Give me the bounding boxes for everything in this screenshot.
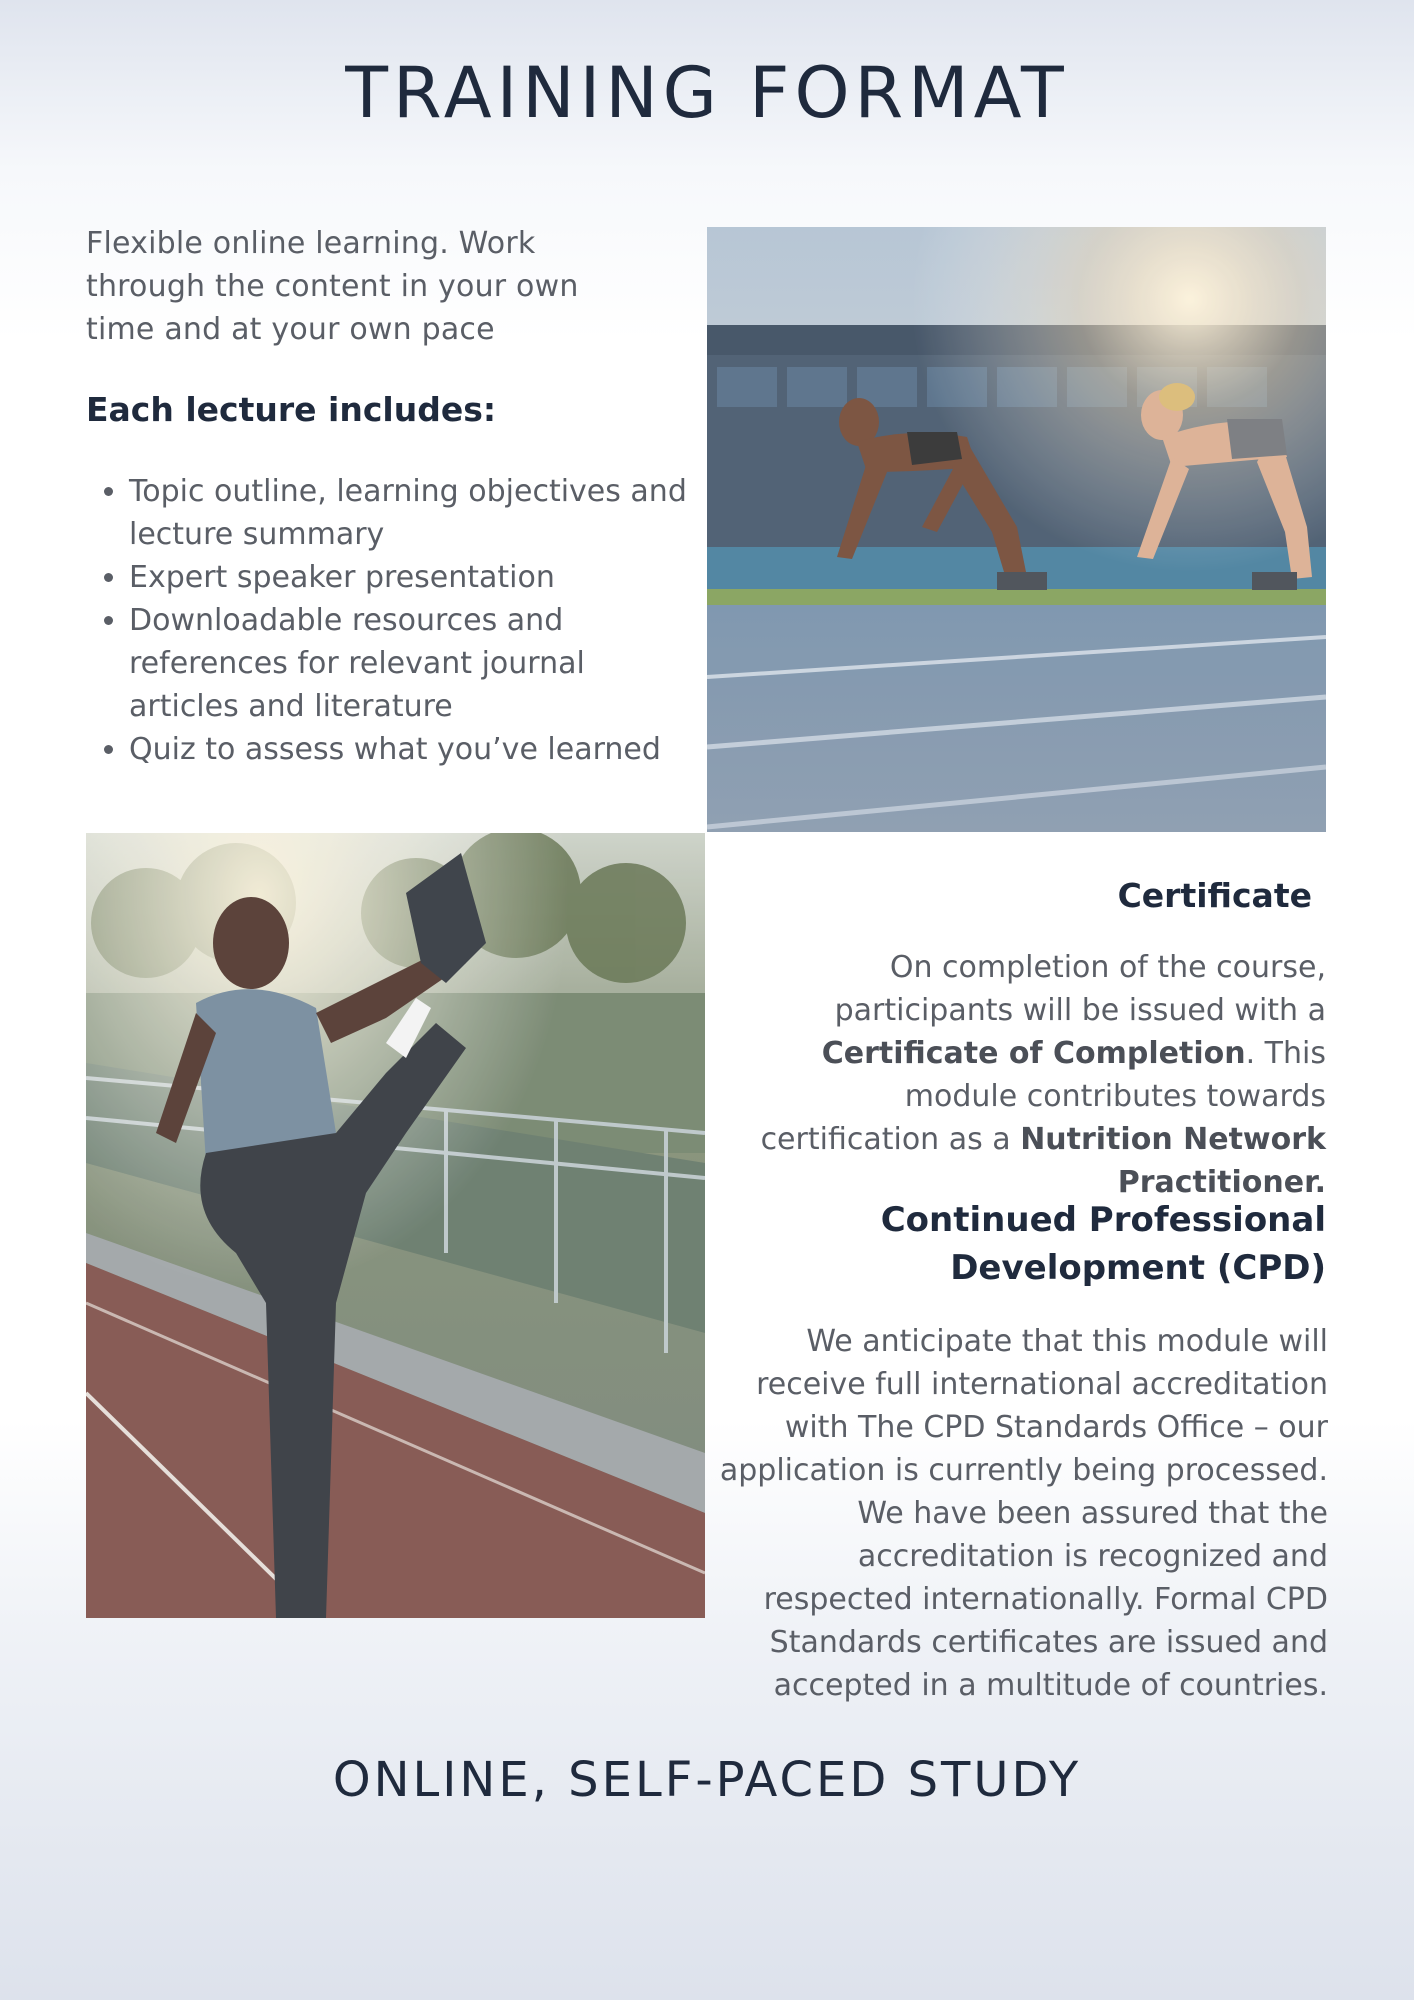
cpd-heading: Continued Professional Development (CPD) [880,1200,1326,1288]
list-item: • Downloadable resources and references for relevant journal articles and literature [129,599,689,728]
cpd-text: We anticipate that this module will receive full international accreditation with The CPD Standards Office – our application is currently being processed. We have been assured that the accreditation is recognized and respected internationally. Formal CPD Standards certificates are issued and accepted in a multitude of countries. [719,1324,1328,1703]
sprinters-illustration [707,227,1326,832]
page-title: TRAINING FORMAT [345,52,1069,134]
stretching-illustration [86,833,705,1618]
certificate-text [726,946,1326,1204]
intro-text: Flexible online learning. Work through the content in your own time and at your own pace [86,226,579,347]
practitioner-label: Nutrition Network Practitioner. [1020,1122,1326,1200]
certificate-of-completion-label: Certificate of Completion [821,1036,1246,1071]
list-item: • Topic outline, learning objectives and lecture summary [129,470,689,556]
stretching-athlete-photo [86,833,705,1618]
certificate-text-part: On completion of the course, participants will be issued with a [834,950,1326,1028]
certificate-text-part: . This module contributes towards certification as a [760,1036,1326,1157]
list-item: • Quiz to assess what you’ve learned [129,728,689,771]
certificate-heading: Certificate [1117,876,1312,915]
lecture-heading: Each lecture includes: [86,390,497,429]
footer-title: ONLINE, SELF-PACED STUDY [332,1752,1082,1808]
lecture-list [86,470,689,771]
sprinters-photo [707,227,1326,832]
list-item: • Expert speaker presentation [129,556,689,599]
